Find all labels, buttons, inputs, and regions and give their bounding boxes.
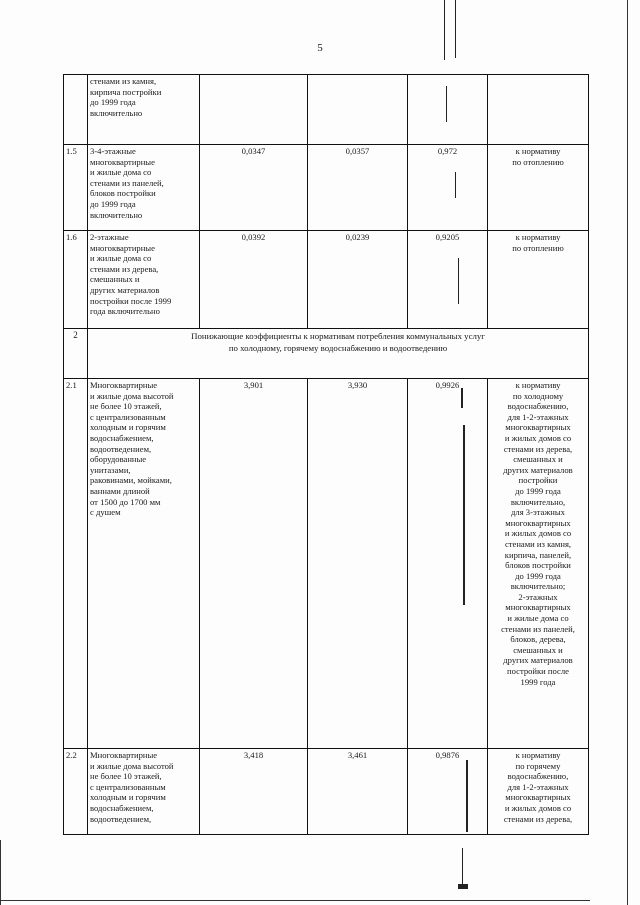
- text-line: смешанных и: [90, 274, 140, 285]
- text-line: стенами из дерева,: [503, 443, 573, 454]
- text-line: кирпича постройки: [90, 86, 162, 97]
- text-line: к нормативу: [515, 750, 561, 760]
- table-row: [64, 75, 589, 145]
- text-line: до 1999 года: [515, 485, 561, 496]
- table-row: [64, 379, 589, 749]
- scan-artifact: [458, 258, 459, 304]
- text-line: холодным и горячим: [90, 792, 166, 803]
- text-line: холодным и горячим: [90, 422, 166, 433]
- text-line: стенами из панелей,: [501, 623, 575, 634]
- text-line: по холодному: [512, 390, 564, 401]
- text-line: оборудованные: [90, 454, 147, 465]
- text-line: многоквартирные: [90, 156, 155, 167]
- value-col-2: 0,0357: [308, 145, 408, 231]
- text-line: стенами из дерева,: [90, 263, 159, 274]
- text-line: и жилых домов со: [504, 802, 572, 813]
- text-line: раковинами, мойками,: [90, 475, 172, 486]
- text-line: 2-этажных: [518, 591, 558, 602]
- text-line: Многоквартирные: [90, 380, 158, 390]
- row-note: [488, 749, 589, 835]
- scan-artifact: [455, 0, 456, 58]
- section-row: [64, 329, 589, 379]
- text-line: кирпича, панелей,: [504, 549, 572, 560]
- text-line: и жилых домов со: [504, 432, 572, 443]
- page-number: 5: [317, 42, 323, 54]
- text-line: и жилые дома высотой: [90, 390, 174, 401]
- text-line: блоков постройки: [90, 188, 156, 199]
- value-col-1: 3,901: [200, 379, 308, 749]
- row-description: [88, 231, 200, 329]
- section-title: [88, 329, 589, 379]
- table-row: [64, 145, 589, 231]
- page-edge: [0, 840, 1, 905]
- value-col-2: 3,930: [308, 379, 408, 749]
- value-col-2: 0,0239: [308, 231, 408, 329]
- row-number: 1.5: [64, 145, 88, 231]
- value-col-2: 3,461: [308, 749, 408, 835]
- text-line: включительно: [90, 209, 143, 220]
- row-number: 1.6: [64, 231, 88, 329]
- text-line: унитазами,: [90, 464, 131, 475]
- value-col-2: [308, 75, 408, 145]
- row-note: [488, 75, 589, 145]
- text-line: 2-этажные: [90, 232, 129, 242]
- coefficient: [408, 75, 488, 145]
- text-line: стенами из камня,: [504, 538, 572, 549]
- text-line: блоков постройки: [505, 560, 571, 571]
- text-line: водоснабжению,: [507, 771, 569, 782]
- text-line: водоснабжением,: [90, 432, 154, 443]
- text-line: 1999 года: [520, 676, 556, 687]
- coefficients-table: [63, 74, 589, 835]
- text-line: не более 10 этажей,: [90, 771, 162, 782]
- value-col-1: [200, 75, 308, 145]
- text-line: включительно,: [510, 496, 566, 507]
- text-line: водоснабжением,: [90, 802, 154, 813]
- text-line: по горячему: [515, 760, 561, 771]
- scan-artifact: [466, 760, 468, 832]
- text-line: постройки после: [507, 666, 569, 677]
- row-description: [88, 379, 200, 749]
- text-line: к нормативу: [515, 232, 561, 242]
- row-description: [88, 75, 200, 145]
- text-line: и жилые дома со: [507, 613, 569, 624]
- row-number: 2.2: [64, 749, 88, 835]
- text-line: других материалов: [90, 284, 160, 295]
- text-line: по отоплению: [512, 156, 564, 167]
- text-line: смешанных и: [513, 454, 563, 465]
- text-line: для 3-этажных: [511, 507, 565, 518]
- text-line: блоков, дерева,: [510, 634, 566, 645]
- coefficient: 0,972: [408, 145, 488, 231]
- text-line: многоквартирные: [90, 242, 155, 253]
- text-line: ваннами длиной: [90, 485, 150, 496]
- text-line: других материалов: [503, 464, 573, 475]
- coefficient: 0,9205: [408, 231, 488, 329]
- text-line: к нормативу: [515, 380, 561, 390]
- text-line: с централизованным: [90, 411, 166, 422]
- text-line: постройки: [518, 475, 558, 486]
- text-line: многоквартирных: [505, 422, 571, 433]
- coefficient: 0,9876: [408, 749, 488, 835]
- page-edge: [627, 0, 628, 905]
- row-note: [488, 379, 589, 749]
- text-line: Понижающие коэффициенты к нормативам потребления коммунальных услуг: [191, 331, 485, 341]
- text-line: с душем: [90, 507, 121, 518]
- scan-artifact: [446, 86, 447, 122]
- text-line: до 1999 года: [90, 97, 136, 108]
- coefficient: 0,9926: [408, 379, 488, 749]
- text-line: и жилые дома высотой: [90, 760, 174, 771]
- scan-artifact: [455, 172, 456, 198]
- text-line: 3-4-этажные: [90, 146, 136, 156]
- page-edge: [0, 900, 590, 901]
- table-row: [64, 749, 589, 835]
- scan-artifact: [463, 425, 465, 605]
- value-col-1: 3,418: [200, 749, 308, 835]
- scan-artifact: [461, 388, 463, 408]
- text-line: смешанных и: [513, 644, 563, 655]
- text-line: для 1-2-этажных: [507, 781, 569, 792]
- text-line: до 1999 года: [90, 198, 136, 209]
- text-line: водоотведением,: [90, 813, 152, 824]
- scan-artifact: [444, 0, 445, 60]
- text-line: многоквартирных: [505, 517, 571, 528]
- row-number: [64, 75, 88, 145]
- row-note: [488, 145, 589, 231]
- row-number: 2.1: [64, 379, 88, 749]
- row-note: [488, 231, 589, 329]
- text-line: года включительно: [90, 306, 160, 317]
- text-line: и жилых домов со: [504, 528, 572, 539]
- value-col-1: 0,0392: [200, 231, 308, 329]
- text-line: с централизованным: [90, 781, 166, 792]
- text-line: стенами из камня,: [90, 76, 157, 86]
- text-line: для 1-2-этажных: [507, 411, 569, 422]
- row-description: [88, 749, 200, 835]
- text-line: включительно: [90, 107, 143, 118]
- text-line: стенами из дерева,: [503, 813, 573, 824]
- text-line: и жилые дома со: [90, 167, 152, 178]
- row-description: [88, 145, 200, 231]
- text-line: стенами из панелей,: [90, 177, 164, 188]
- text-line: водоотведением,: [90, 443, 152, 454]
- text-line: других материалов: [503, 655, 573, 666]
- text-line: многоквартирных: [505, 792, 571, 803]
- text-line: водоснабжению,: [507, 401, 569, 412]
- text-line: до 1999 года: [515, 570, 561, 581]
- text-line: многоквартирных: [505, 602, 571, 613]
- text-line: и жилые дома со: [90, 253, 152, 264]
- text-line: по холодному, горячему водоснабжению и водоотведению: [228, 343, 448, 353]
- scan-artifact: [458, 884, 468, 889]
- text-line: не более 10 этажей,: [90, 401, 162, 412]
- text-line: включительно;: [510, 581, 566, 592]
- scan-artifact: [462, 848, 463, 886]
- text-line: к нормативу: [515, 146, 561, 156]
- section-number: 2: [64, 329, 88, 379]
- value-col-1: 0,0347: [200, 145, 308, 231]
- text-line: от 1500 до 1700 мм: [90, 496, 161, 507]
- text-line: постройки после 1999: [90, 295, 172, 306]
- text-line: по отоплению: [512, 242, 564, 253]
- text-line: Многоквартирные: [90, 750, 158, 760]
- table-row: [64, 231, 589, 329]
